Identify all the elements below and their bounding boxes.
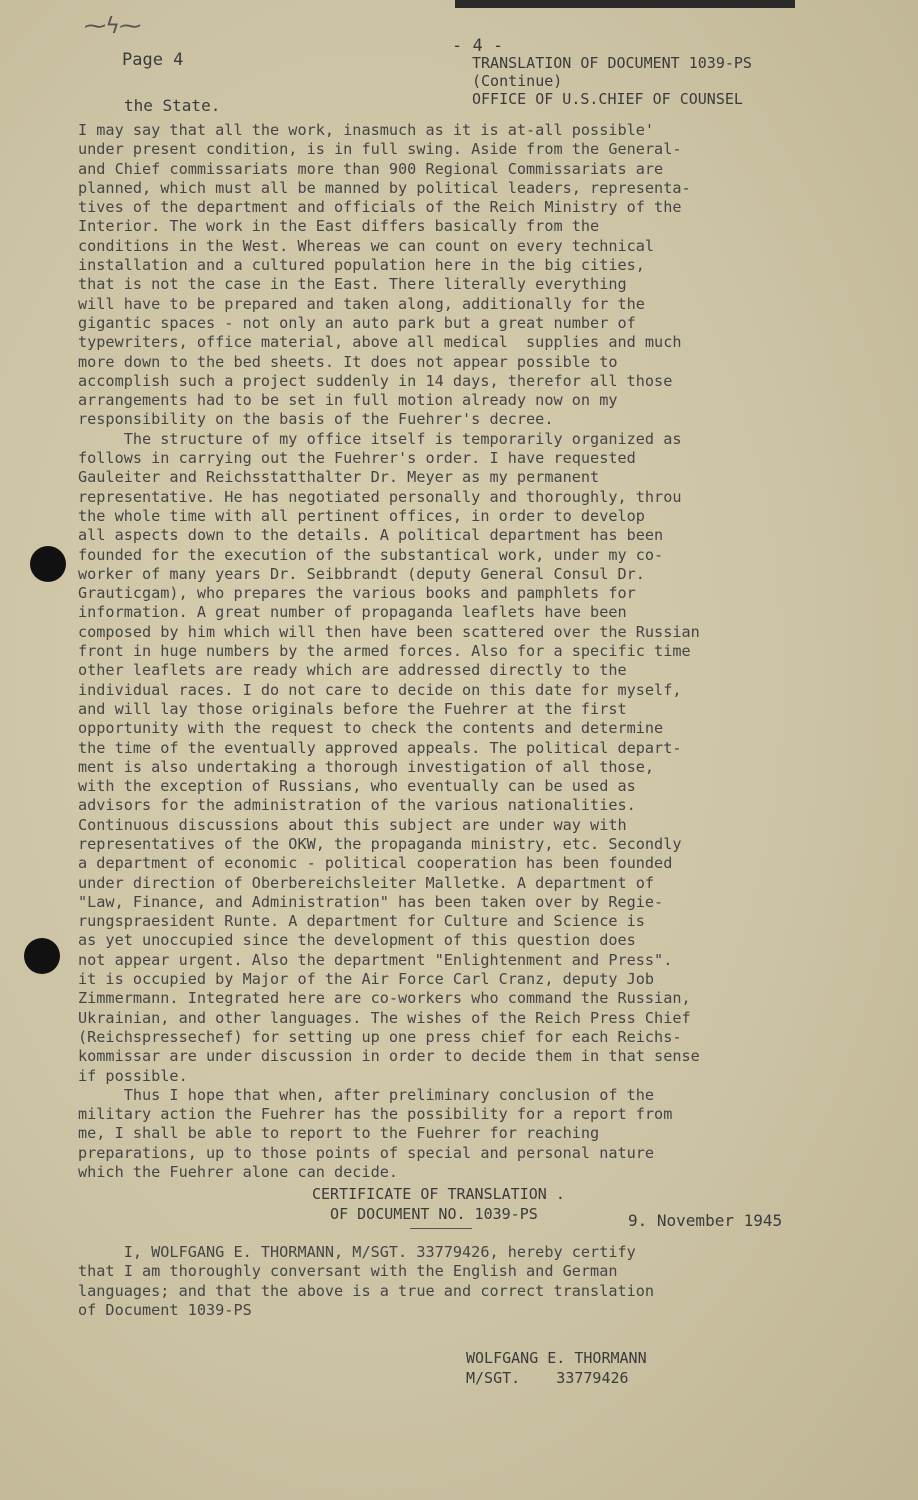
signature-block: WOLFGANG E. THORMANN M/SGT. 33779426 (466, 1349, 647, 1387)
page-label: Page 4 (122, 50, 184, 70)
scan-edge-bar (455, 0, 795, 8)
punch-hole-icon (24, 938, 60, 974)
translation-body: I may say that all the work, inasmuch as it is at-all possible' under present condition, is in full swing. Aside from the General- and Chief commissariats more than 900 Regional Commissariats are planned, which must all be manned by political leaders, representa- tives of the department and officials of the Reich Ministry of the Interior. The work in the East differs basically from the conditions in the West. Whereas we can count on every technical installation and a cultured population here in the big cities, that is not the case in the East. There literally everything will have to be prepared and taken along, additionally for the gigantic spaces - not only an auto park but a great number of typewriters, office material, above all medical supplies and much more down to the bed sheets. It does not appear possible to accomplish such a project suddenly in 14 days, therefor all those arrangements had to be set in full motion already now on my responsibility on the basis of the Fuehrer's decree. The structure of my office itself is temporarily organized as follows in carrying out the Fuehrer's order. I have requested Gauleiter and Reichsstatthalter Dr. Meyer as my permanent representative. He has negotiated personally and thoroughly, throu the whole time with all pertinent offices, in order to develop all aspects down to the details. A political department has been founded for the execution of the substantical work, under my co- worker of many years Dr. Seibbrandt (deputy General Consul Dr. Grauticgam), who prepares the various books and pamphlets for information. A great number of propaganda leaflets have been composed by him which will then have been scattered over the Russian front in huge numbers by the armed forces. Also for a specific time other leaflets are ready which are addressed directly to the individual races. I do not care to decide on this date for myself, and will lay those originals before the Fuehrer at the first opportunity with the request to check the contents and determine the time of the eventually approved appeals. The political depart- ment is also undertaking a thorough investigation of all those, with the exception of Russians, who eventually can be used as advisors for the administration of the various nationalities. Continuous discussions about this subject are under way with representatives of the OKW, the propaganda ministry, etc. Secondly a department of economic - political cooperation has been founded under direction of Oberbereichsleiter Malletke. A department of "Law, Finance, and Administration" has been taken over by Regie- rungspraesident Runte. A department for Culture and Science is as yet unoccupied since the development of this question does not appear urgent. Also the department "Enlightenment and Press". it is occupied by Major of the Air Force Carl Cranz, deputy Job Zimmermann. Integrated here are co-workers who command the Russian, Ukrainian, and other languages. The wishes of the Reich Press Chief (Reichspressechef) for setting up one press chief for each Reichs- kommissar are under discussion in order to decide them in that sense if possible. Thus I hope that when, after preliminary conclusion of the military action the Fuehrer has the possibility for a report from me, I shall be able to report to the Fuehrer for reaching preparations, up to those points of special and personal nature which the Fuehrer alone can decide. (78, 121, 700, 1182)
certificate-date: 9. November 1945 (628, 1211, 783, 1230)
punch-hole-icon (30, 546, 66, 582)
continuation-text: the State. (124, 96, 221, 115)
certificate-body: I, WOLFGANG E. THORMANN, M/SGT. 33779426, hereby certify that I am thoroughly conversant with the English and German languages; and that the above is a true and correct translation of Document 1039-PS (78, 1243, 655, 1319)
certificate-title: CERTIFICATE OF TRANSLATION . OF DOCUMENT NO. 1039-PS (312, 1185, 565, 1223)
handwritten-mark: ⁓ϟ⁓ (84, 14, 142, 39)
page-number: - 4 - (452, 36, 504, 56)
divider (410, 1228, 472, 1229)
document-title: TRANSLATION OF DOCUMENT 1039-PS (Continue) OFFICE OF U.S.CHIEF OF COUNSEL (472, 54, 752, 108)
